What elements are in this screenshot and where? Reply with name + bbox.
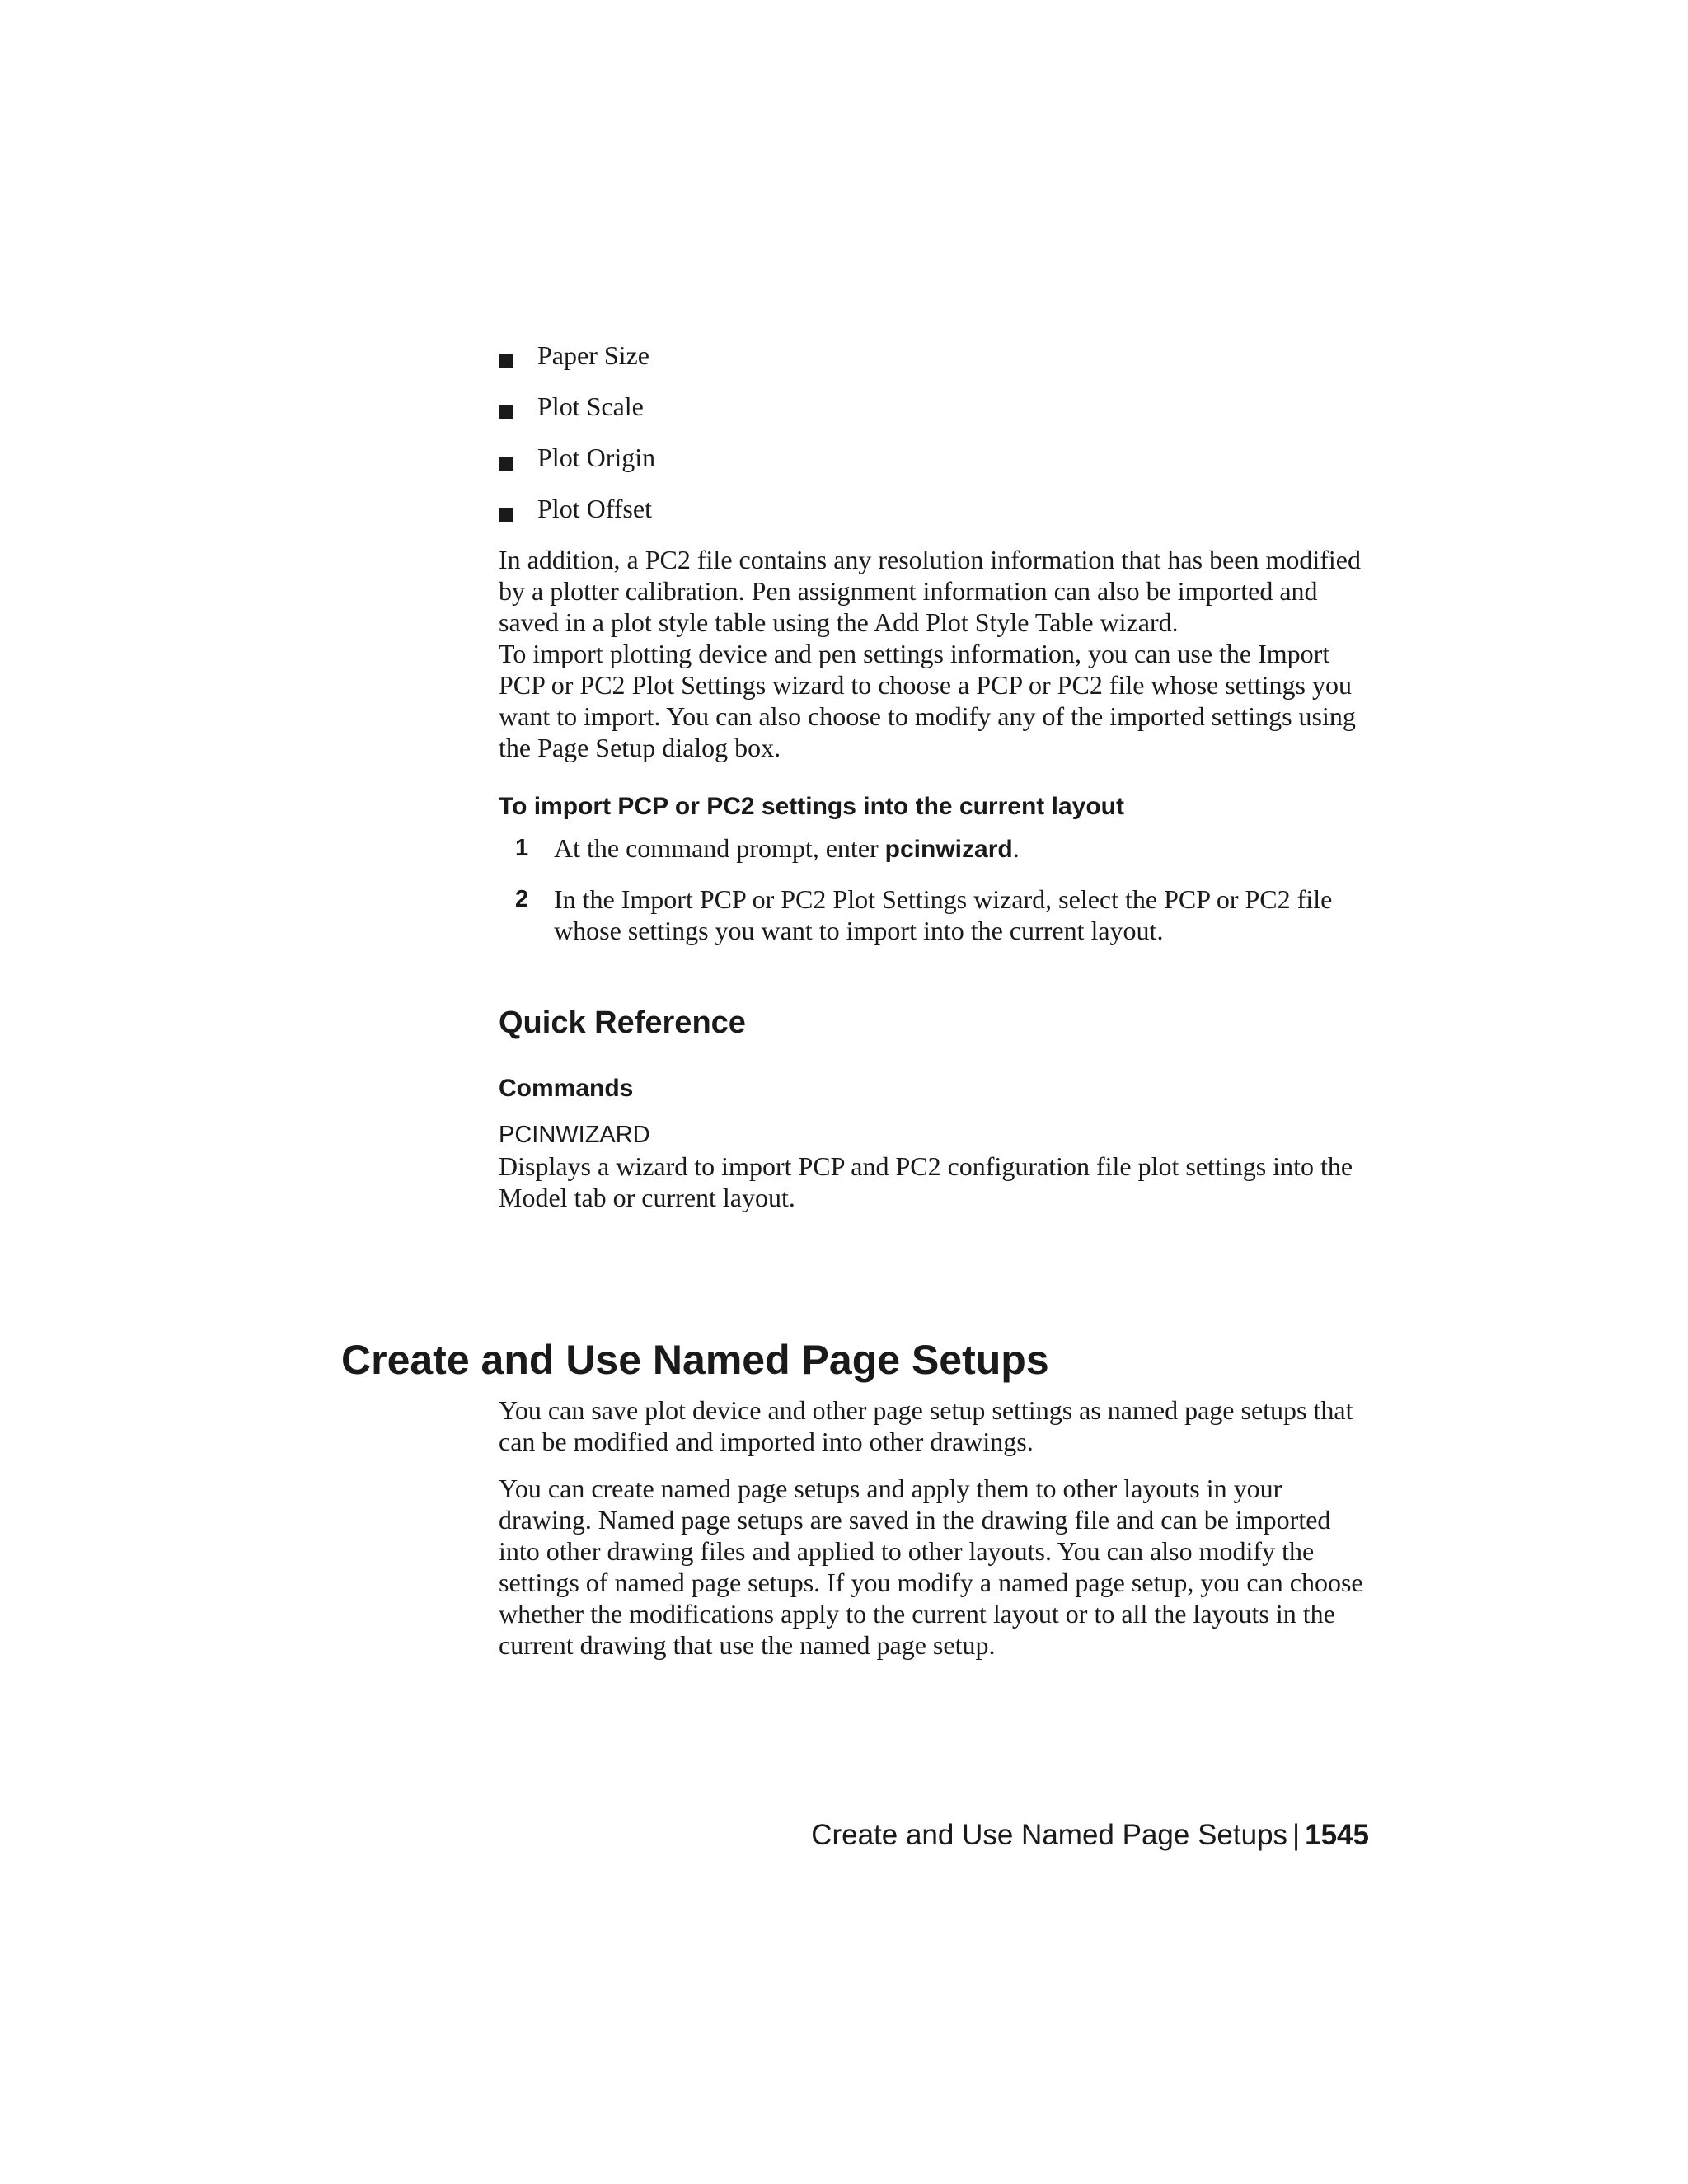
paragraph-named-setups-intro: You can save plot device and other page setup settings as named page setups that can be modified and imported into other drawings.	[499, 1395, 1353, 1456]
step-text-end: .	[1012, 833, 1020, 863]
step-item	[499, 883, 1372, 946]
list-item-text: Plot Offset	[537, 494, 652, 523]
footer-title: Create and Use Named Page Setups	[811, 1819, 1288, 1851]
command-description: Displays a wizard to import PCP and PC2 configuration file plot settings into the Model tab or current layout.	[499, 1151, 1353, 1212]
list-item-text: Plot Origin	[537, 443, 656, 472]
square-bullet-icon	[499, 508, 513, 522]
square-bullet-icon	[499, 457, 513, 471]
page-number: 1545	[1305, 1819, 1369, 1851]
paragraph-pc2-info: In addition, a PC2 file contains any resolution information that has been modified by a plotter calibration. Pen assignment information can also be imported and saved in a plot style table using the Add Plot Style Table wizard.	[499, 545, 1361, 637]
commands-title: Commands	[499, 1075, 634, 1102]
step-number: 1	[515, 835, 529, 861]
list-item	[499, 391, 1372, 422]
step-text: In the Import PCP or PC2 Plot Settings wizard, select the PCP or PC2 file whose settings you want to import into the current layout.	[554, 884, 1333, 945]
command-name: PCINWIZARD	[499, 1122, 650, 1148]
procedure-steps	[499, 832, 1372, 946]
square-bullet-icon	[499, 354, 513, 368]
footer-separator: |	[1292, 1819, 1301, 1851]
page-footer	[811, 1818, 1369, 1853]
step-text: At the command prompt, enter	[554, 833, 885, 863]
quick-reference-title: Quick Reference	[499, 1005, 746, 1040]
command-keyword: pcinwizard	[884, 836, 1013, 863]
step-item	[499, 832, 1372, 865]
list-item	[499, 340, 1372, 371]
list-item	[499, 493, 1372, 524]
paragraph-import-info: To import plotting device and pen settings information, you can use the Import PCP or PC2 Plot Settings wizard to choose a PCP or PC2 file whose settings you want to import. You can also choose to modify any of the imported settings using the Page Setup dialog box.	[499, 639, 1356, 762]
setting-list	[499, 340, 1372, 524]
paragraph-named-setups-detail: You can create named page setups and apply them to other layouts in your drawing. Named page setups are saved in the drawing file and can be imported into other drawing files and applied to other layouts. You can also modify the settings of named page setups. If you modify a named page setup, you can choose whether the modifications apply to the current layout or to all the layouts in the current drawing that use the named page setup.	[499, 1474, 1363, 1660]
list-item	[499, 442, 1372, 473]
square-bullet-icon	[499, 405, 513, 419]
list-item-text: Plot Scale	[537, 391, 644, 421]
section-body	[499, 1394, 1372, 1661]
section-title: Create and Use Named Page Setups	[341, 1337, 1049, 1383]
procedure-title: To import PCP or PC2 settings into the current layout	[499, 793, 1124, 820]
step-number: 2	[515, 886, 529, 912]
list-item-text: Paper Size	[537, 340, 649, 370]
main-content	[499, 340, 1372, 1213]
